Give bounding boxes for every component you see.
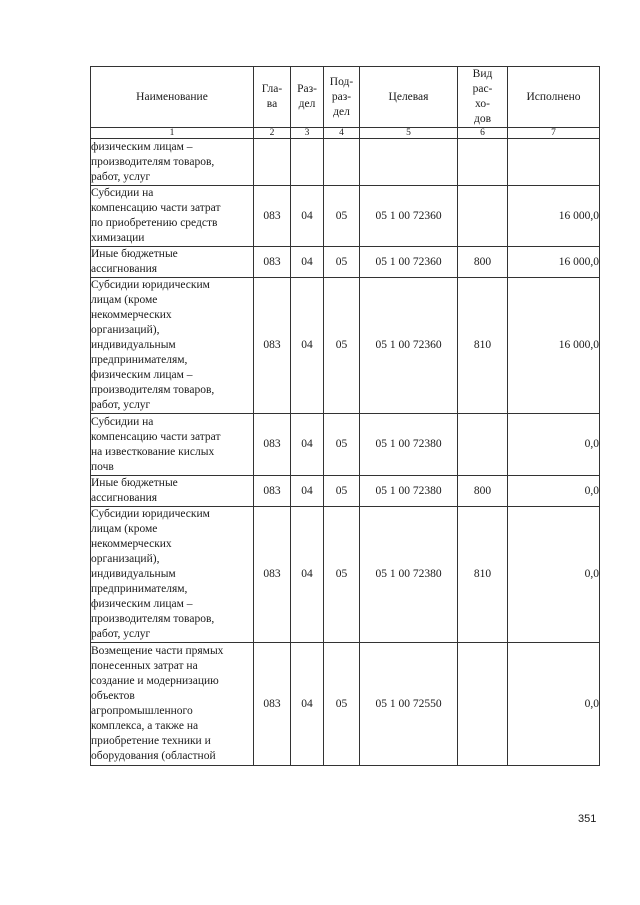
cell-vid-raskhodov xyxy=(458,186,508,247)
column-number: 6 xyxy=(458,128,508,139)
page-number: 351 xyxy=(578,813,597,825)
cell-podrazdel xyxy=(324,139,360,186)
column-number: 4 xyxy=(324,128,360,139)
cell-vid-raskhodov: 810 xyxy=(458,507,508,643)
cell-tselevaya xyxy=(360,139,458,186)
cell-tselevaya: 05 1 00 72360 xyxy=(360,186,458,247)
cell-name: Субсидии юридическим лицам (кроме некоммерческих организаций), индивидуальным предпринимателям, физическим лицам – производителям товаров, работ, услуг xyxy=(91,278,254,414)
table-header xyxy=(91,67,600,139)
table-row xyxy=(91,278,600,414)
cell-podrazdel: 05 xyxy=(324,186,360,247)
header-glava: Гла- ва xyxy=(254,67,291,128)
cell-podrazdel: 05 xyxy=(324,247,360,278)
header-tselevaya: Целевая xyxy=(360,67,458,128)
table-row xyxy=(91,507,600,643)
cell-ispolneno: 16 000,0 xyxy=(508,278,600,414)
cell-glava: 083 xyxy=(254,643,291,766)
cell-razdel: 04 xyxy=(291,186,324,247)
cell-glava: 083 xyxy=(254,247,291,278)
cell-tselevaya: 05 1 00 72380 xyxy=(360,507,458,643)
cell-razdel: 04 xyxy=(291,643,324,766)
column-number-row xyxy=(91,128,600,139)
cell-podrazdel: 05 xyxy=(324,507,360,643)
column-number: 2 xyxy=(254,128,291,139)
cell-tselevaya: 05 1 00 72550 xyxy=(360,643,458,766)
cell-tselevaya: 05 1 00 72380 xyxy=(360,414,458,476)
table-row xyxy=(91,139,600,186)
header-row xyxy=(91,67,600,128)
header-vid-raskhodov: Вид рас- хо- дов xyxy=(458,67,508,128)
column-number: 3 xyxy=(291,128,324,139)
cell-glava: 083 xyxy=(254,278,291,414)
cell-ispolneno: 0,0 xyxy=(508,414,600,476)
cell-podrazdel: 05 xyxy=(324,414,360,476)
cell-name: Субсидии на компенсацию части затрат по приобретению средств химизации xyxy=(91,186,254,247)
table-row xyxy=(91,247,600,278)
cell-glava: 083 xyxy=(254,507,291,643)
cell-name: Возмещение части прямых понесенных затрат на создание и модернизацию объектов агропромышленного комплекса, а также на приобретение техники и оборудования (областной xyxy=(91,643,254,766)
cell-glava xyxy=(254,139,291,186)
column-number: 5 xyxy=(360,128,458,139)
table-body xyxy=(91,139,600,766)
cell-podrazdel: 05 xyxy=(324,278,360,414)
column-number: 7 xyxy=(508,128,600,139)
cell-vid-raskhodov: 800 xyxy=(458,476,508,507)
cell-tselevaya: 05 1 00 72360 xyxy=(360,247,458,278)
cell-vid-raskhodov: 810 xyxy=(458,278,508,414)
cell-vid-raskhodov xyxy=(458,139,508,186)
cell-razdel: 04 xyxy=(291,507,324,643)
cell-ispolneno: 16 000,0 xyxy=(508,247,600,278)
cell-podrazdel: 05 xyxy=(324,643,360,766)
cell-name: физическим лицам – производителям товаров, работ, услуг xyxy=(91,139,254,186)
table-row xyxy=(91,643,600,766)
cell-name: Субсидии на компенсацию части затрат на известкование кислых почв xyxy=(91,414,254,476)
cell-name: Иные бюджетные ассигнования xyxy=(91,247,254,278)
cell-ispolneno: 0,0 xyxy=(508,507,600,643)
cell-ispolneno: 0,0 xyxy=(508,643,600,766)
cell-razdel: 04 xyxy=(291,476,324,507)
cell-glava: 083 xyxy=(254,476,291,507)
budget-execution-table xyxy=(90,66,600,766)
cell-name: Субсидии юридическим лицам (кроме некоммерческих организаций), индивидуальным предпринимателям, физическим лицам – производителям товаров, работ, услуг xyxy=(91,507,254,643)
cell-glava: 083 xyxy=(254,414,291,476)
cell-razdel: 04 xyxy=(291,414,324,476)
cell-vid-raskhodov xyxy=(458,643,508,766)
table-row xyxy=(91,414,600,476)
cell-ispolneno xyxy=(508,139,600,186)
table-row xyxy=(91,186,600,247)
cell-vid-raskhodov: 800 xyxy=(458,247,508,278)
cell-ispolneno: 0,0 xyxy=(508,476,600,507)
header-razdel: Раз- дел xyxy=(291,67,324,128)
cell-razdel: 04 xyxy=(291,247,324,278)
table-row xyxy=(91,476,600,507)
column-number: 1 xyxy=(91,128,254,139)
header-podrazdel: Под- раз- дел xyxy=(324,67,360,128)
cell-glava: 083 xyxy=(254,186,291,247)
cell-razdel xyxy=(291,139,324,186)
cell-podrazdel: 05 xyxy=(324,476,360,507)
header-name: Наименование xyxy=(91,67,254,128)
cell-vid-raskhodov xyxy=(458,414,508,476)
cell-razdel: 04 xyxy=(291,278,324,414)
header-ispolneno: Исполнено xyxy=(508,67,600,128)
cell-ispolneno: 16 000,0 xyxy=(508,186,600,247)
cell-tselevaya: 05 1 00 72380 xyxy=(360,476,458,507)
cell-tselevaya: 05 1 00 72360 xyxy=(360,278,458,414)
cell-name: Иные бюджетные ассигнования xyxy=(91,476,254,507)
